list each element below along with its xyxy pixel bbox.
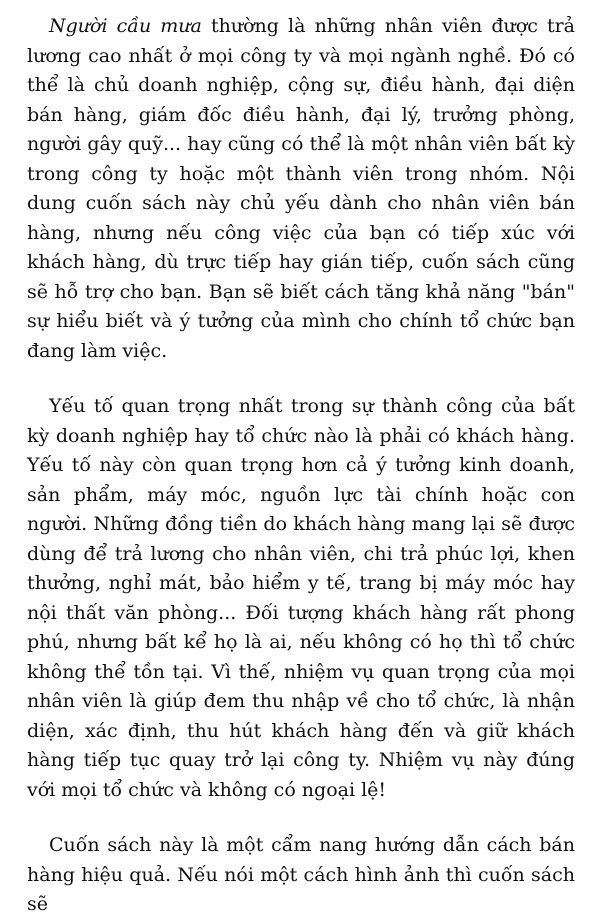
paragraph-1	[27, 12, 575, 366]
paragraph-2-text: Yếu tố quan trọng nhất trong sự thành công của bất kỳ doanh nghiệp hay tổ chức nào là phải có khách hàng. Yếu tố này còn quan trọng hơn cả ý tưởng kinh doanh, sản phẩm, máy móc, nguồn lực tài chính hoặc con người. Những đồng tiền do khách hàng mang lại sẽ được dùng để trả lương cho nhân viên, chi trả phúc lợi, khen thưởng, nghỉ mát, bảo hiểm y tế, trang bị máy móc hay nội thất văn phòng... Đối tượng khách hàng rất phong phú, nhưng bất kể họ là ai, nếu không có họ thì tổ chức không thể tồn tại. Vì thế, nhiệm vụ quan trọng của mọi nhân viên là giúp đem thu nhập về cho tổ chức, là nhận diện, xác định, thu hút khách hàng đến và giữ khách hàng tiếp tục quay trở lại công ty. Nhiệm vụ này đúng với mọi tổ chức và không có ngoại lệ!	[27, 395, 575, 801]
paragraph-3-text: Cuốn sách này là một cẩm nang hướng dẫn cách bán hàng hiệu quả. Nếu nói một cách hình ảnh thì cuốn sách sẽ	[27, 834, 575, 915]
book-page	[27, 12, 575, 920]
paragraph-3	[27, 831, 575, 920]
italic-lead-phrase: Người cầu mưa	[49, 15, 202, 37]
paragraph-1-text: thường là những nhân viên được trả lương cao nhất ở mọi công ty và mọi ngành nghề. Đó có thể là chủ doanh nghiệp, cộng sự, điều hành, đại diện bán hàng, giám đốc điều hành, đại lý, trưởng phòng, người gây quỹ... hay cũng có thể là một nhân viên bất kỳ trong công ty hoặc một thành viên trong nhóm. Nội dung cuốn sách này chủ yếu dành cho nhân viên bán hàng, nhưng nếu công việc của bạn có tiếp xúc với khách hàng, dù trực tiếp hay gián tiếp, cuốn sách cũng sẽ hỗ trợ cho bạn. Bạn sẽ biết cách tăng khả năng "bán" sự hiểu biết và ý tưởng của mình cho chính tổ chức bạn đang làm việc.	[27, 15, 575, 362]
paragraph-2	[27, 392, 575, 805]
